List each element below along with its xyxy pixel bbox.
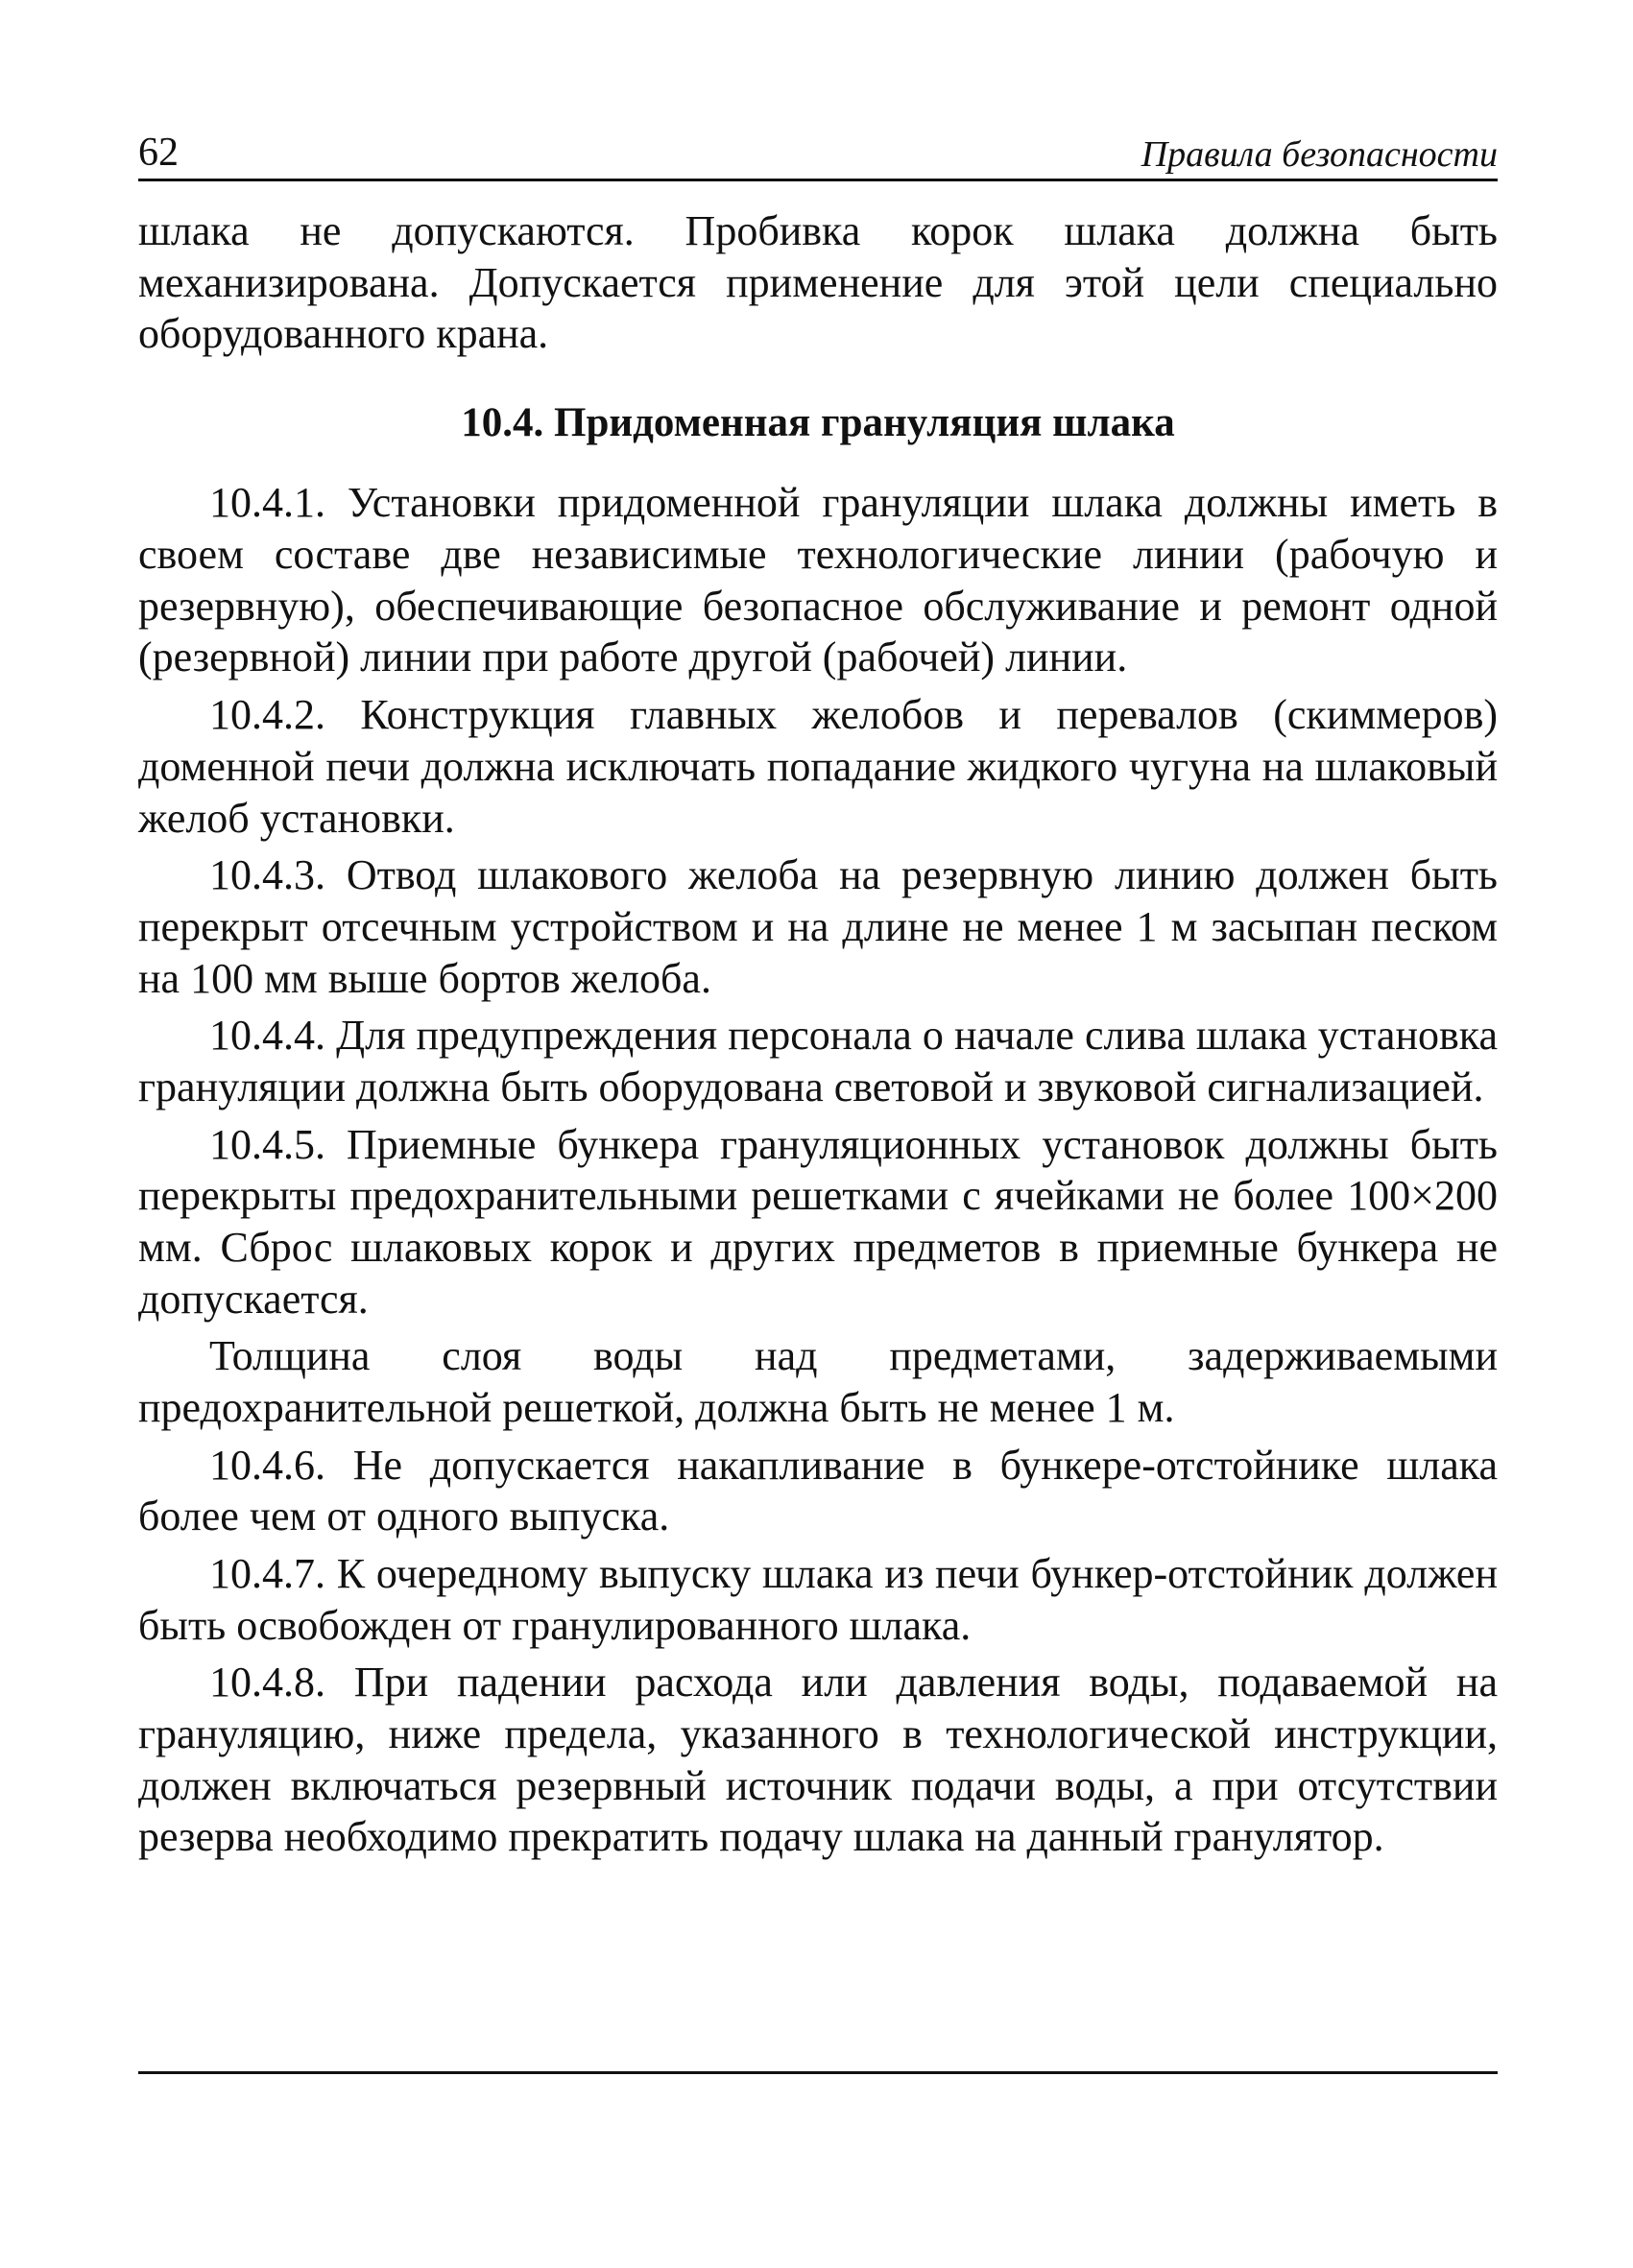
paragraph-10-4-7: 10.4.7. К очередному выпуску шлака из печи бункер-отстойник должен быть освобожден от гранулированного шлака.	[138, 1549, 1498, 1649]
page-number: 62	[138, 131, 179, 175]
paragraph-10-4-6: 10.4.6. Не допускается накапливание в бункере-отстойнике шлака более чем от одного выпуска.	[138, 1441, 1498, 1540]
page-header	[138, 123, 1498, 181]
intro-paragraph: шлака не допускаются. Пробивка корок шлака должна быть механизирована. Допускается применение для этой цели специально оборудованного крана.	[138, 207, 1498, 358]
bottom-rule	[138, 2071, 1498, 2074]
section-heading: 10.4. Придоменная грануляция шлака	[461, 400, 1175, 446]
paragraph-10-4-3: 10.4.3. Отвод шлакового желоба на резервную линию должен быть перекрыт отсечным устройством и на длине не менее 1 м засыпан песком на 100 мм выше бортов желоба.	[138, 851, 1498, 1002]
paragraph-10-4-4: 10.4.4. Для предупреждения персонала о начале слива шлака установка грануляции должна быть оборудована световой и звуковой сигнализацией.	[138, 1012, 1498, 1110]
paragraph-10-4-8: 10.4.8. При падении расхода или давления воды, подаваемой на грануляцию, ниже предела, указанного в технологической инструкции, должен включаться резервный источник подачи воды, а при отсутствии резерва необходимо прекратить подачу шлака на данный гранулятор.	[138, 1659, 1498, 1861]
paragraph-10-4-5: 10.4.5. Приемные бункера грануляционных установок должны быть перекрыты предохранительными решетками с ячейками не более 100×200 мм. Сброс шлаковых корок и других предметов в приемные бункера не допускается.	[138, 1120, 1498, 1323]
text-body	[138, 205, 1498, 1869]
paragraph-water-layer: Толщина слоя воды над предметами, задерживаемыми предохранительной решеткой, должна быть не менее 1 м.	[138, 1332, 1498, 1431]
paragraph-10-4-2: 10.4.2. Конструкция главных желобов и перевалов (скиммеров) доменной печи должна исключать попадание жидкого чугуна на шлаковый желоб установки.	[138, 691, 1498, 842]
paragraph-10-4-1: 10.4.1. Установки придоменной грануляции шлака должны иметь в своем составе две независимые технологические линии (рабочую и резервную), обеспечивающие безопасное обслуживание и ремонт одной (резервной) линии при работе другой (рабочей) линии.	[138, 479, 1498, 681]
running-title: Правила безопасности	[1141, 134, 1498, 175]
